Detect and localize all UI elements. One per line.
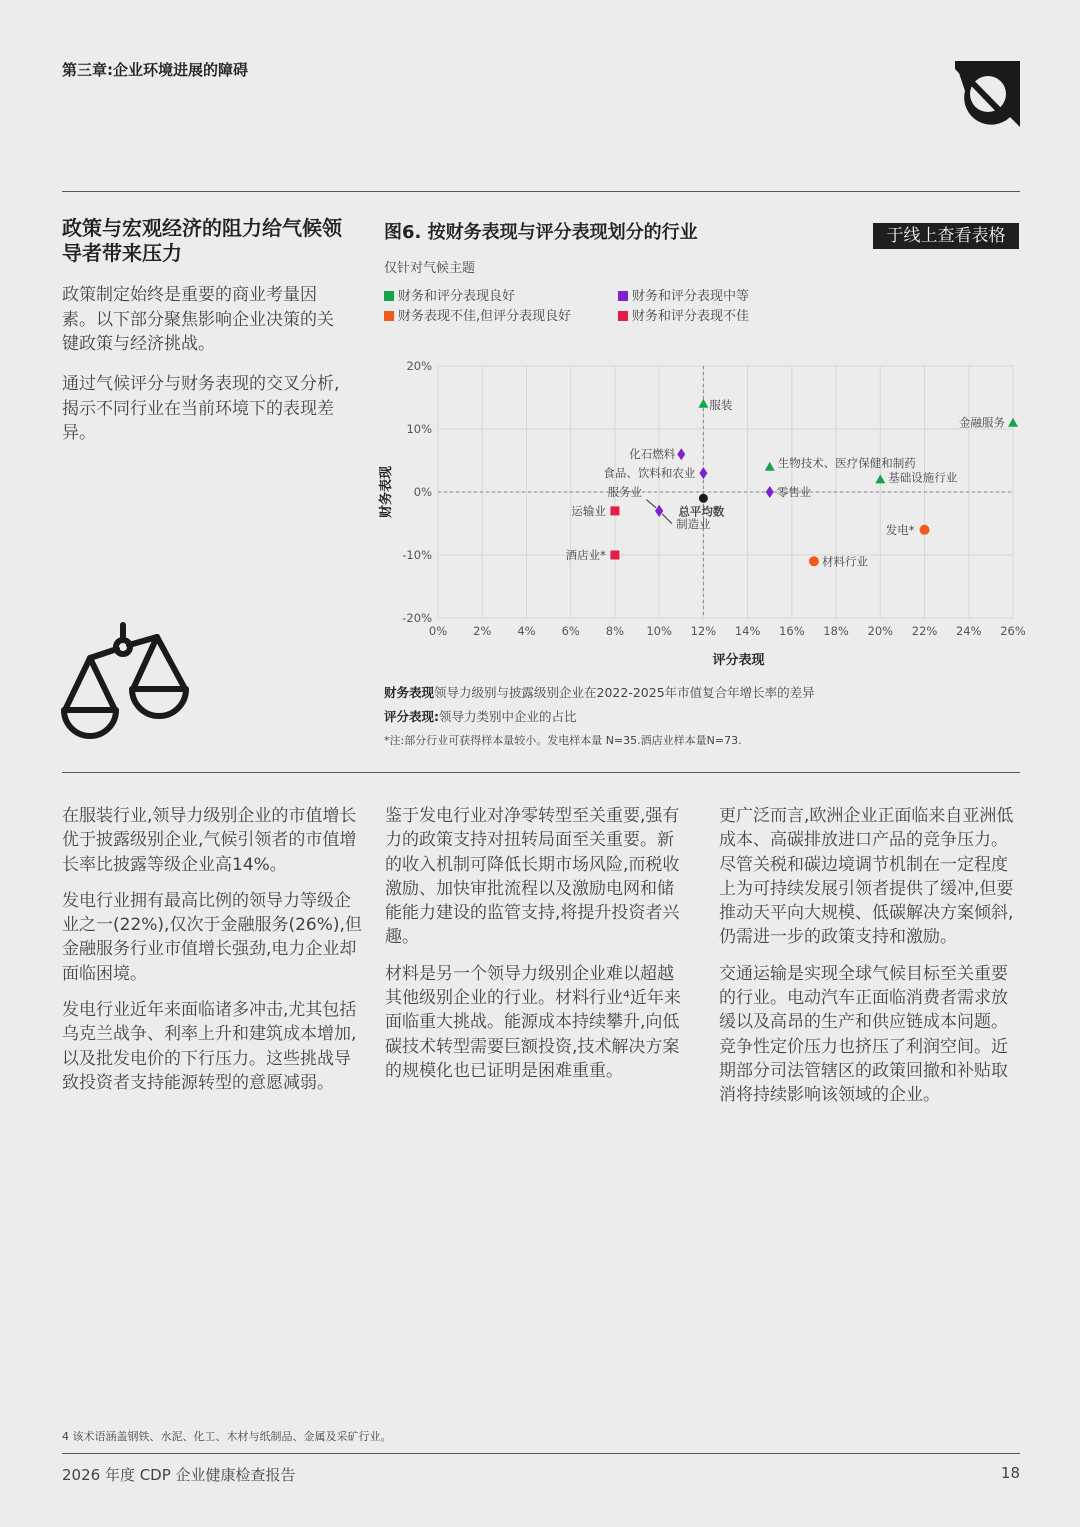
paragraph: 交通运输是实现全球气候目标至关重要的行业。电动汽车正面临消费者需求放缓以及高昂的生产和供应链成本问题。竞争性定价压力也挤压了利润空间。近期部分司法管辖区的政策回撤和补贴取消将持续影响该领域的企业。 — [719, 963, 1008, 1106]
x-axis-label: 评分表现 — [712, 653, 765, 668]
legend-item-medium: 财务和评分表现中等 — [618, 285, 749, 304]
y-tick-label: 10% — [406, 422, 432, 436]
paragraph: 材料是另一个领导力级别企业难以超越其他级别企业的行业。材料行业⁴近年来面临重大挑战。能源成本持续攀升,向低碳技术转型需要巨额投资,技术解决方案的规模化也已证明是困难重重。 — [385, 963, 681, 1081]
point-label: 零售业 — [776, 485, 812, 499]
text-column-3 — [719, 804, 1019, 1120]
point-label: 金融服务 — [959, 415, 1005, 430]
point-label: 运输业 — [571, 503, 606, 518]
point-average — [699, 494, 708, 503]
point-label: 发电* — [885, 522, 915, 537]
point-bad — [610, 551, 619, 560]
paragraph: 在服装行业,领导力级别企业的市值增长优于披露级别企业,气候引领者的市值增长率比披露等级企业高14%。 — [62, 806, 357, 875]
x-tick-label: 14% — [734, 624, 761, 638]
note-sample-size: *注:部分行业可获得样本量较小。发电样本量 N=35.酒店业样本量N=73. — [384, 734, 742, 747]
paragraph: 更广泛而言,欧洲企业正面临来自亚洲低成本、高碳排放进口产品的竞争压力。尽管关税和碳边境调节机制在一定程度上为可持续发展引领者提供了缓冲,但要推动天平向大规模、低碳解决方案倾斜,仍需进一步的政策支持和激励。 — [719, 806, 1014, 948]
leader-line — [646, 500, 656, 508]
legend-item-bad: 财务和评分表现不佳 — [618, 305, 749, 324]
legend-swatch — [618, 291, 628, 301]
intro-paragraph: 通过气候评分与财务表现的交叉分析,揭示不同行业在当前环境下的表现差异。 — [62, 374, 340, 443]
x-tick-label: 20% — [867, 624, 894, 638]
point-label: 基础设施行业 — [888, 470, 958, 485]
point-medium — [699, 467, 707, 479]
legend-swatch — [618, 311, 628, 321]
legend-item-good: 财务和评分表现良好 — [384, 285, 515, 304]
figure-subtitle: 仅针对气候主题 — [384, 261, 476, 276]
legend-item-fin-bad: 财务表现不佳,但评分表现良好 — [384, 305, 571, 324]
point-label: 制造业 — [676, 516, 711, 531]
intro-paragraph: 政策制定始终是重要的商业考量因素。以下部分聚焦影响企业决策的关键政策与经济挑战。 — [62, 285, 334, 354]
point-bad — [610, 506, 619, 515]
legend-swatch — [384, 291, 394, 301]
paragraph: 发电行业拥有最高比例的领导力等级企业之一(22%),仅次于金融服务(26%),但金融服务行业市值增长强劲,电力企业却面临困境。 — [62, 890, 362, 984]
point-label: 材料行业 — [821, 554, 868, 569]
top-divider — [62, 191, 1020, 192]
page-number: 18 — [1000, 1464, 1020, 1482]
point-fin_bad_score_good — [809, 556, 819, 566]
y-tick-label: 20% — [406, 359, 432, 373]
y-tick-label: 0% — [413, 485, 432, 499]
legend-swatch — [384, 311, 394, 321]
x-tick-label: 8% — [605, 624, 625, 638]
x-tick-label: 2% — [473, 624, 492, 638]
point-label: 食品、饮料和农业 — [603, 466, 696, 481]
scatter-chart — [376, 350, 1026, 680]
note-financial: 财务表现领导力级别与披露级别企业在2022-2025年市值复合年增长率的差异 — [384, 685, 815, 700]
point-good — [765, 462, 775, 471]
x-tick-label: 0% — [428, 624, 448, 638]
x-tick-label: 10% — [646, 624, 672, 638]
x-tick-label: 22% — [911, 624, 938, 638]
point-medium — [677, 448, 685, 460]
point-good — [698, 399, 708, 408]
section-heading: 政策与宏观经济的阻力给气候领导者带来压力 — [62, 216, 342, 265]
text-column-1 — [62, 804, 362, 1107]
leader-line — [662, 514, 672, 524]
point-label: 总平均数 — [678, 504, 725, 519]
point-label: 生物技术、医疗保健和制药 — [777, 455, 916, 470]
y-tick-label: -20% — [402, 611, 432, 625]
x-tick-label: 18% — [823, 624, 849, 638]
y-axis-label: 财务表现 — [379, 465, 394, 519]
paragraph: 发电行业近年来面临诸多冲击,尤其包括乌克兰战争、利率上升和建筑成本增加,以及批发电价的下行压力。这些挑战导致投资者支持能源转型的意愿减弱。 — [62, 1000, 357, 1093]
point-medium — [655, 505, 663, 517]
point-label: 服务业 — [607, 484, 643, 499]
chapter-title: 第三章:企业环境进展的障碍 — [62, 61, 248, 79]
report-name: 2026 年度 CDP 企业健康检查报告 — [62, 1466, 296, 1484]
middle-divider — [62, 772, 1020, 773]
x-tick-label: 4% — [517, 624, 536, 638]
x-tick-label: 6% — [561, 624, 580, 638]
cdp-logo-icon — [955, 61, 1020, 127]
point-good — [1008, 418, 1018, 427]
point-label: 化石燃料 — [629, 447, 676, 462]
paragraph: 鉴于发电行业对净零转型至关重要,强有力的政策支持对扭转局面至关重要。新的收入机制可降低长期市场风险,而税收激励、加快审批流程以及激励电网和储能能力建设的监管支持,将提升投资者兴趣。 — [385, 806, 680, 948]
view-online-button[interactable]: 于线上查看表格 — [873, 223, 1019, 249]
footer-divider — [62, 1453, 1020, 1454]
note-score: 评分表现:领导力类别中企业的占比 — [384, 709, 577, 724]
point-good — [875, 474, 885, 483]
x-tick-label: 12% — [690, 624, 717, 638]
x-tick-label: 16% — [779, 624, 805, 638]
point-label: 酒店业* — [565, 548, 606, 562]
scales-icon — [60, 622, 190, 744]
text-column-2 — [385, 804, 685, 1095]
point-medium — [766, 486, 774, 498]
point-fin_bad_score_good — [920, 525, 930, 535]
x-tick-label: 26% — [1000, 624, 1026, 638]
figure-title: 图6. 按财务表现与评分表现划分的行业 — [384, 222, 698, 243]
y-tick-label: -10% — [402, 548, 432, 562]
x-tick-label: 24% — [955, 624, 982, 638]
footnote: 4 该术语涵盖钢铁、水泥、化工、木材与纸制品、金属及采矿行业。 — [62, 1430, 392, 1443]
point-label: 服装 — [709, 397, 733, 412]
